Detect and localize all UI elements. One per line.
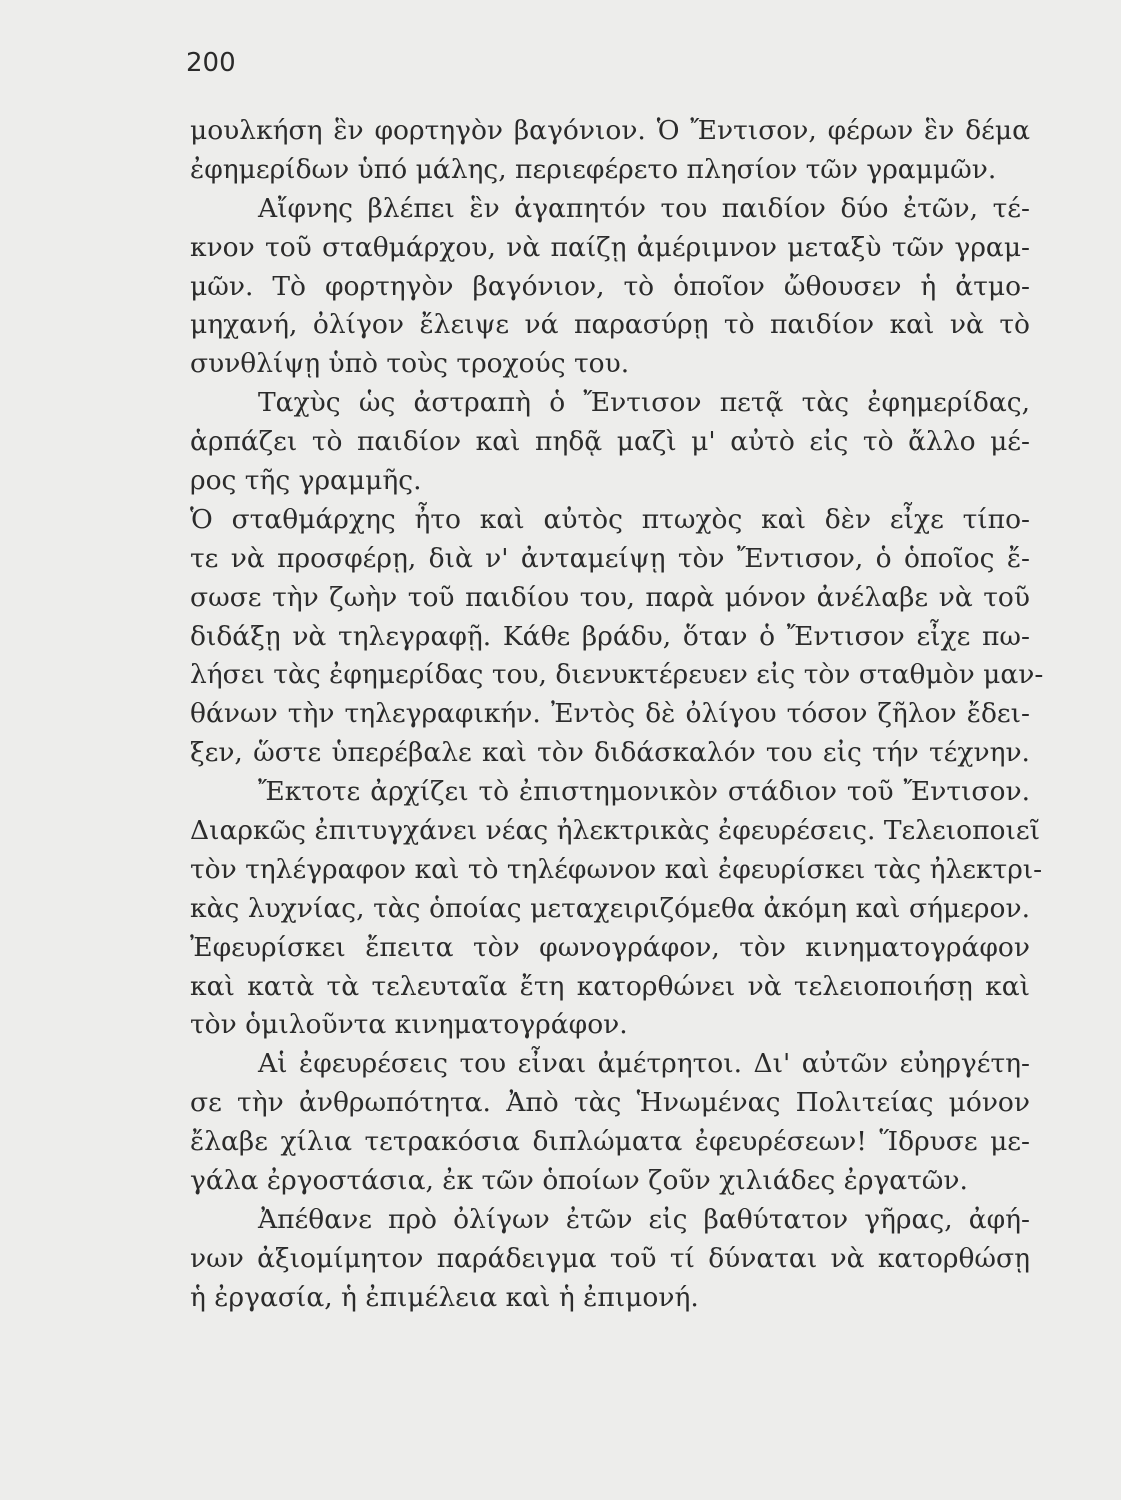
- text-line: τὸν τηλέγραφον καὶ τὸ τηλέφωνον καὶ ἐφευρίσκει τὰς ἠλεκτρι-: [190, 853, 1043, 885]
- page-number: 200: [186, 48, 236, 78]
- text-line: μουλκήση ἓν φορτηγὸν βαγόνιον. Ὁ Ἔντισον, φέρων ἓν δέμα: [190, 115, 1030, 146]
- text-line: τὸν ὁμιλοῦντα κινηματογράφον.: [190, 1009, 628, 1041]
- text-line: Διαρκῶς ἐπιτυγχάνει νέας ἠλεκτρικὰς ἐφευρέσεις. Τελειοποιεῖ: [190, 815, 1040, 847]
- text-line: Ἐφευρίσκει ἔπειτα τὸν φωνογράφον, τὸν κινηματογράφον: [190, 931, 1030, 963]
- text-line: ἡ ἐργασία, ἡ ἐπιμέλεια καὶ ἡ ἐπιμονή.: [190, 1281, 699, 1313]
- text-line: Ταχὺς ὡς ἀστραπὴ ὁ Ἔντισον πετᾷ τὰς ἐφημερίδας,: [258, 387, 1030, 419]
- text-line: συνθλίψῃ ὑπὸ τοὺς τροχούς του.: [190, 348, 630, 380]
- text-line: Ὁ σταθμάρχης ἦτο καὶ αὐτὸς πτωχὸς καὶ δὲν εἶχε τίπο-: [190, 503, 1030, 535]
- text-line: λήσει τὰς ἐφημερίδας του, διενυκτέρευεν εἰς τὸν σταθμὸν μαν-: [190, 659, 1044, 691]
- text-line: κὰς λυχνίας, τὰς ὁποίας μεταχειριζόμεθα ἀκόμη καὶ σήμερον.: [190, 892, 1030, 924]
- text-line: ἁρπάζει τὸ παιδίον καὶ πηδᾷ μαζὶ μ' αὐτὸ εἰς τὸ ἄλλο μέ-: [190, 426, 1030, 458]
- text-line: καὶ κατὰ τὰ τελευταῖα ἔτη κατορθώνει νὰ τελειοποιήσῃ καὶ: [190, 970, 1030, 1002]
- text-line: κνον τοῦ σταθμάρχου, νὰ παίζῃ ἀμέριμνον μεταξὺ τῶν γραμ-: [190, 231, 1030, 263]
- text-line: ρος τῆς γραμμῆς.: [190, 465, 422, 497]
- text-line: μηχανή, ὀλίγον ἔλειψε νά παρασύρῃ τὸ παιδίον καὶ νὰ τὸ: [190, 309, 1030, 341]
- text-line: σωσε τὴν ζωὴν τοῦ παιδίου του, παρὰ μόνον ἀνέλαβε νὰ τοῦ: [190, 581, 1030, 613]
- text-line: ἐφημερίδων ὑπό μάλης, περιεφέρετο πλησίον τῶν γραμμῶν.: [190, 153, 997, 185]
- body-text: [190, 112, 1044, 1318]
- text-line: Αἴφνης βλέπει ἓν ἀγαπητόν του παιδίον δύο ἐτῶν, τέ-: [258, 192, 1030, 224]
- text-line: μῶν. Τὸ φορτηγὸν βαγόνιον, τὸ ὁποῖον ὤθουσεν ἡ ἀτμο-: [190, 270, 1030, 302]
- text-line: τε νὰ προσφέρῃ, διὰ ν' ἀνταμείψῃ τὸν Ἔντισον, ὁ ὁποῖος ἔ-: [190, 542, 1030, 574]
- text-line: Ἔκτοτε ἀρχίζει τὸ ἐπιστημονικὸν στάδιον τοῦ Ἔντισον.: [258, 776, 1030, 808]
- text-line: θάνων τὴν τηλεγραφικήν. Ἐντὸς δὲ ὀλίγου τόσον ζῆλον ἔδει-: [190, 698, 1030, 730]
- text-line: ξεν, ὥστε ὑπερέβαλε καὶ τὸν διδάσκαλόν του εἰς τήν τέχνην.: [190, 737, 1030, 769]
- text-line: σε τὴν ἀνθρωπότητα. Ἀπὸ τὰς Ἡνωμένας Πολιτείας μόνον: [190, 1087, 1030, 1119]
- text-line: Αἱ ἐφευρέσεις του εἶναι ἀμέτρητοι. Δι' αὐτῶν εὐηργέτη-: [258, 1048, 1030, 1080]
- text-line: γάλα ἐργοστάσια, ἐκ τῶν ὁποίων ζοῦν χιλιάδες ἐργατῶν.: [190, 1165, 968, 1197]
- text-line: Ἀπέθανε πρὸ ὀλίγων ἐτῶν εἰς βαθύτατον γῆρας, ἀφή-: [258, 1203, 1030, 1235]
- text-line: διδάξῃ νὰ τηλεγραφῇ. Κάθε βράδυ, ὅταν ὁ Ἔντισον εἶχε πω-: [190, 620, 1030, 652]
- text-line: νων ἀξιομίμητον παράδειγμα τοῦ τί δύναται νὰ κατορθώσῃ: [190, 1242, 1030, 1274]
- text-line: ἔλαβε χίλια τετρακόσια διπλώματα ἐφευρέσεων! Ἵδρυσε με-: [190, 1126, 1030, 1158]
